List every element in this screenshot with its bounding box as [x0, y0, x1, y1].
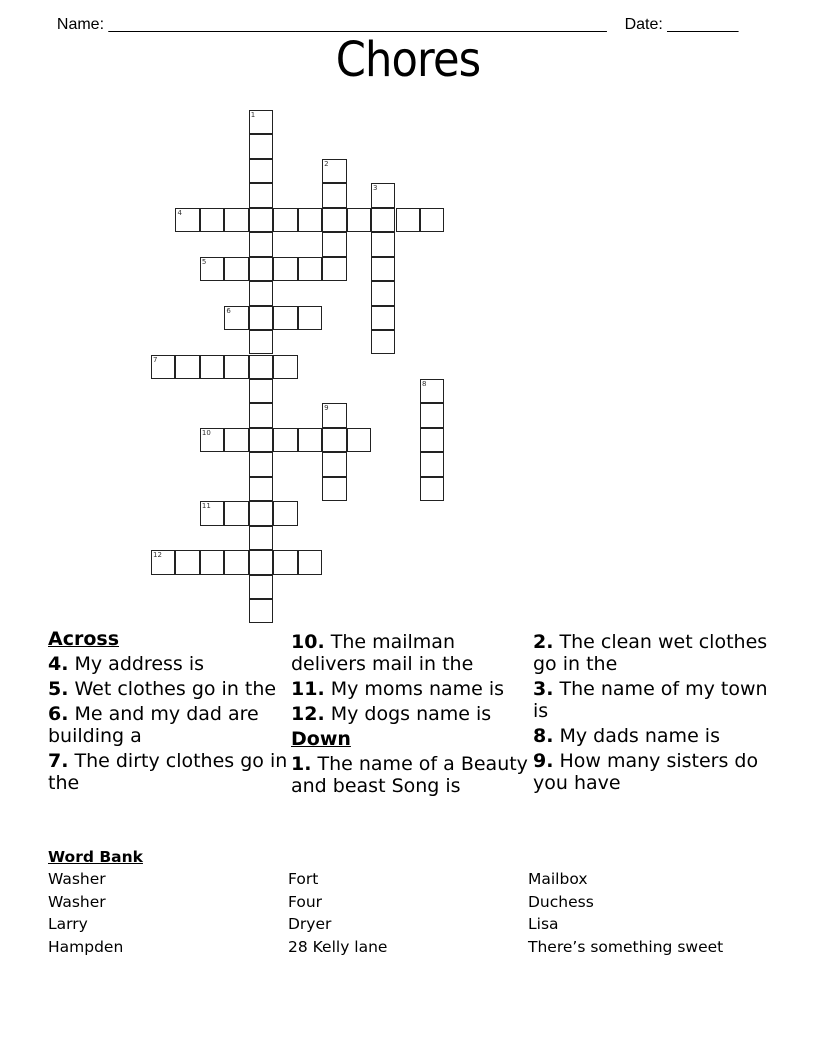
clue-across-4: 4. My address is: [48, 653, 205, 675]
clue-number: 11: [201, 502, 211, 511]
grid-cell[interactable]: [420, 428, 444, 452]
down-heading: Down: [291, 728, 351, 750]
grid-cell[interactable]: [249, 257, 273, 281]
grid-cell[interactable]: [224, 501, 248, 525]
clue-number: 6: [226, 306, 231, 315]
grid-cell[interactable]: [273, 501, 297, 525]
word-bank-item: Hampden: [48, 937, 124, 956]
word-bank-item: Larry: [48, 915, 88, 934]
clue-across-5: 5. Wet clothes go in the: [48, 678, 277, 700]
word-bank-item: Mailbox: [528, 870, 588, 888]
grid-cell[interactable]: [420, 477, 444, 501]
grid-cell[interactable]: [273, 428, 297, 452]
grid-cell[interactable]: [420, 452, 444, 476]
grid-cell[interactable]: [200, 257, 224, 281]
grid-cell[interactable]: [200, 355, 224, 379]
grid-cell[interactable]: [249, 355, 273, 379]
grid-cell[interactable]: [249, 306, 273, 330]
word-bank-item: Dryer: [288, 915, 332, 934]
grid-cell[interactable]: [273, 355, 297, 379]
clue-number: 12: [153, 551, 162, 560]
grid-cell[interactable]: [224, 428, 248, 452]
clue-number: 3: [373, 184, 378, 193]
clue-down-9: 9. How many sisters do you have: [533, 750, 759, 794]
word-bank-column-1: [48, 868, 288, 958]
clue-across-12: 12. My dogs name is: [291, 703, 492, 725]
clue-across-7: 7. The dirty clothes go in the: [48, 750, 288, 794]
clue-number: 4: [177, 208, 182, 217]
clue-number: 7: [153, 355, 158, 364]
page-title: Chores: [335, 32, 481, 88]
word-bank: [48, 846, 724, 956]
word-bank-column-2: [288, 868, 528, 958]
grid-cell[interactable]: [249, 550, 273, 574]
word-bank-item: Duchess: [528, 892, 594, 911]
date-field-label[interactable]: Date: ________: [624, 16, 739, 33]
word-bank-column-3: [528, 868, 768, 958]
grid-cell[interactable]: [200, 428, 224, 452]
grid-cell[interactable]: [249, 183, 273, 207]
grid-cell[interactable]: [322, 428, 346, 452]
clue-down-3: 3. The name of my town is: [533, 678, 768, 722]
word-bank-item: 28 Kelly lane: [288, 937, 388, 956]
grid-cell[interactable]: [224, 306, 248, 330]
grid-cell[interactable]: [273, 550, 297, 574]
grid-cell[interactable]: [224, 355, 248, 379]
clue-down-8: 8. My dads name is: [533, 725, 720, 747]
grid-cell[interactable]: [249, 599, 273, 623]
grid-cell[interactable]: [420, 403, 444, 427]
grid-cell[interactable]: [249, 330, 273, 354]
grid-cell[interactable]: [322, 257, 346, 281]
grid-cell[interactable]: [298, 257, 322, 281]
grid-cell[interactable]: [175, 208, 199, 232]
grid-cell[interactable]: [322, 232, 346, 256]
grid-cell[interactable]: [347, 428, 371, 452]
clue-column-1: [48, 628, 288, 797]
grid-cell[interactable]: [249, 403, 273, 427]
grid-cell[interactable]: [151, 550, 175, 574]
grid-cell[interactable]: [249, 501, 273, 525]
grid-cell[interactable]: [249, 477, 273, 501]
grid-cell[interactable]: [249, 428, 273, 452]
word-bank-item: Four: [288, 892, 323, 911]
grid-cell[interactable]: [249, 232, 273, 256]
grid-cell[interactable]: [200, 501, 224, 525]
clue-number: 10: [201, 428, 211, 437]
clue-number: 2: [324, 159, 329, 168]
grid-cell[interactable]: [298, 208, 322, 232]
grid-cell[interactable]: [396, 208, 420, 232]
word-bank-item: Washer: [48, 892, 106, 911]
grid-cell[interactable]: [249, 110, 273, 134]
word-bank-item: There’s something sweet: [528, 937, 724, 956]
grid-cell[interactable]: [273, 208, 297, 232]
grid-cell[interactable]: [322, 183, 346, 207]
grid-cell[interactable]: [224, 208, 248, 232]
grid-cell[interactable]: [249, 134, 273, 158]
grid-cell[interactable]: [298, 306, 322, 330]
grid-cell[interactable]: [249, 379, 273, 403]
grid-cell[interactable]: [371, 183, 395, 207]
across-heading: Across: [48, 628, 120, 650]
clue-number: 8: [421, 379, 427, 388]
clue-across-11: 11. My moms name is: [291, 678, 505, 700]
grid-cell[interactable]: [371, 257, 395, 281]
clue-column-2: [291, 631, 531, 800]
clue-across-10: 10. The mailman delivers mail in the: [291, 631, 474, 675]
clue-column-3: [533, 631, 773, 797]
grid-cell[interactable]: [151, 355, 175, 379]
word-bank-heading: Word Bank: [48, 848, 143, 866]
grid-cell[interactable]: [249, 526, 273, 550]
grid-cell[interactable]: [371, 208, 395, 232]
grid-cell[interactable]: [347, 208, 371, 232]
grid-cell[interactable]: [249, 452, 273, 476]
grid-cell[interactable]: [200, 550, 224, 574]
clue-number: 5: [201, 257, 207, 266]
grid-cell[interactable]: [322, 452, 346, 476]
grid-cell[interactable]: [249, 208, 273, 232]
grid-cell[interactable]: [420, 379, 444, 403]
grid-cell[interactable]: [249, 281, 273, 305]
grid-cell[interactable]: [224, 550, 248, 574]
grid-cell[interactable]: [322, 159, 346, 183]
grid-cell[interactable]: [273, 257, 297, 281]
clue-down-2: 2. The clean wet clothes go in the: [533, 631, 768, 675]
grid-cell[interactable]: [371, 330, 395, 354]
grid-cell[interactable]: [298, 550, 322, 574]
name-field-label[interactable]: Name: ________________________________________________________: [56, 16, 607, 33]
grid-cell[interactable]: [322, 208, 346, 232]
grid-cell[interactable]: [273, 306, 297, 330]
word-bank-item: Washer: [48, 870, 106, 888]
grid-cell[interactable]: [371, 281, 395, 305]
word-bank-item: Lisa: [528, 915, 559, 934]
clue-number: 9: [324, 404, 329, 413]
grid-cell[interactable]: [371, 232, 395, 256]
grid-cell[interactable]: [420, 208, 444, 232]
grid-cell[interactable]: [322, 477, 346, 501]
grid-cell[interactable]: [249, 575, 273, 599]
grid-cell[interactable]: [322, 403, 346, 427]
grid-cell[interactable]: [175, 550, 199, 574]
clue-number: 1: [250, 111, 256, 119]
grid-cell[interactable]: [371, 306, 395, 330]
grid-cell[interactable]: [200, 208, 224, 232]
word-bank-item: Fort: [288, 870, 319, 888]
grid-cell[interactable]: [298, 428, 322, 452]
grid-cell[interactable]: [249, 159, 273, 183]
clue-down-1: 1. The name of a Beauty and beast Song is: [291, 753, 528, 797]
grid-cell[interactable]: [175, 355, 199, 379]
grid-cell[interactable]: [224, 257, 248, 281]
clue-across-6: 6. Me and my dad are building a: [48, 703, 259, 747]
